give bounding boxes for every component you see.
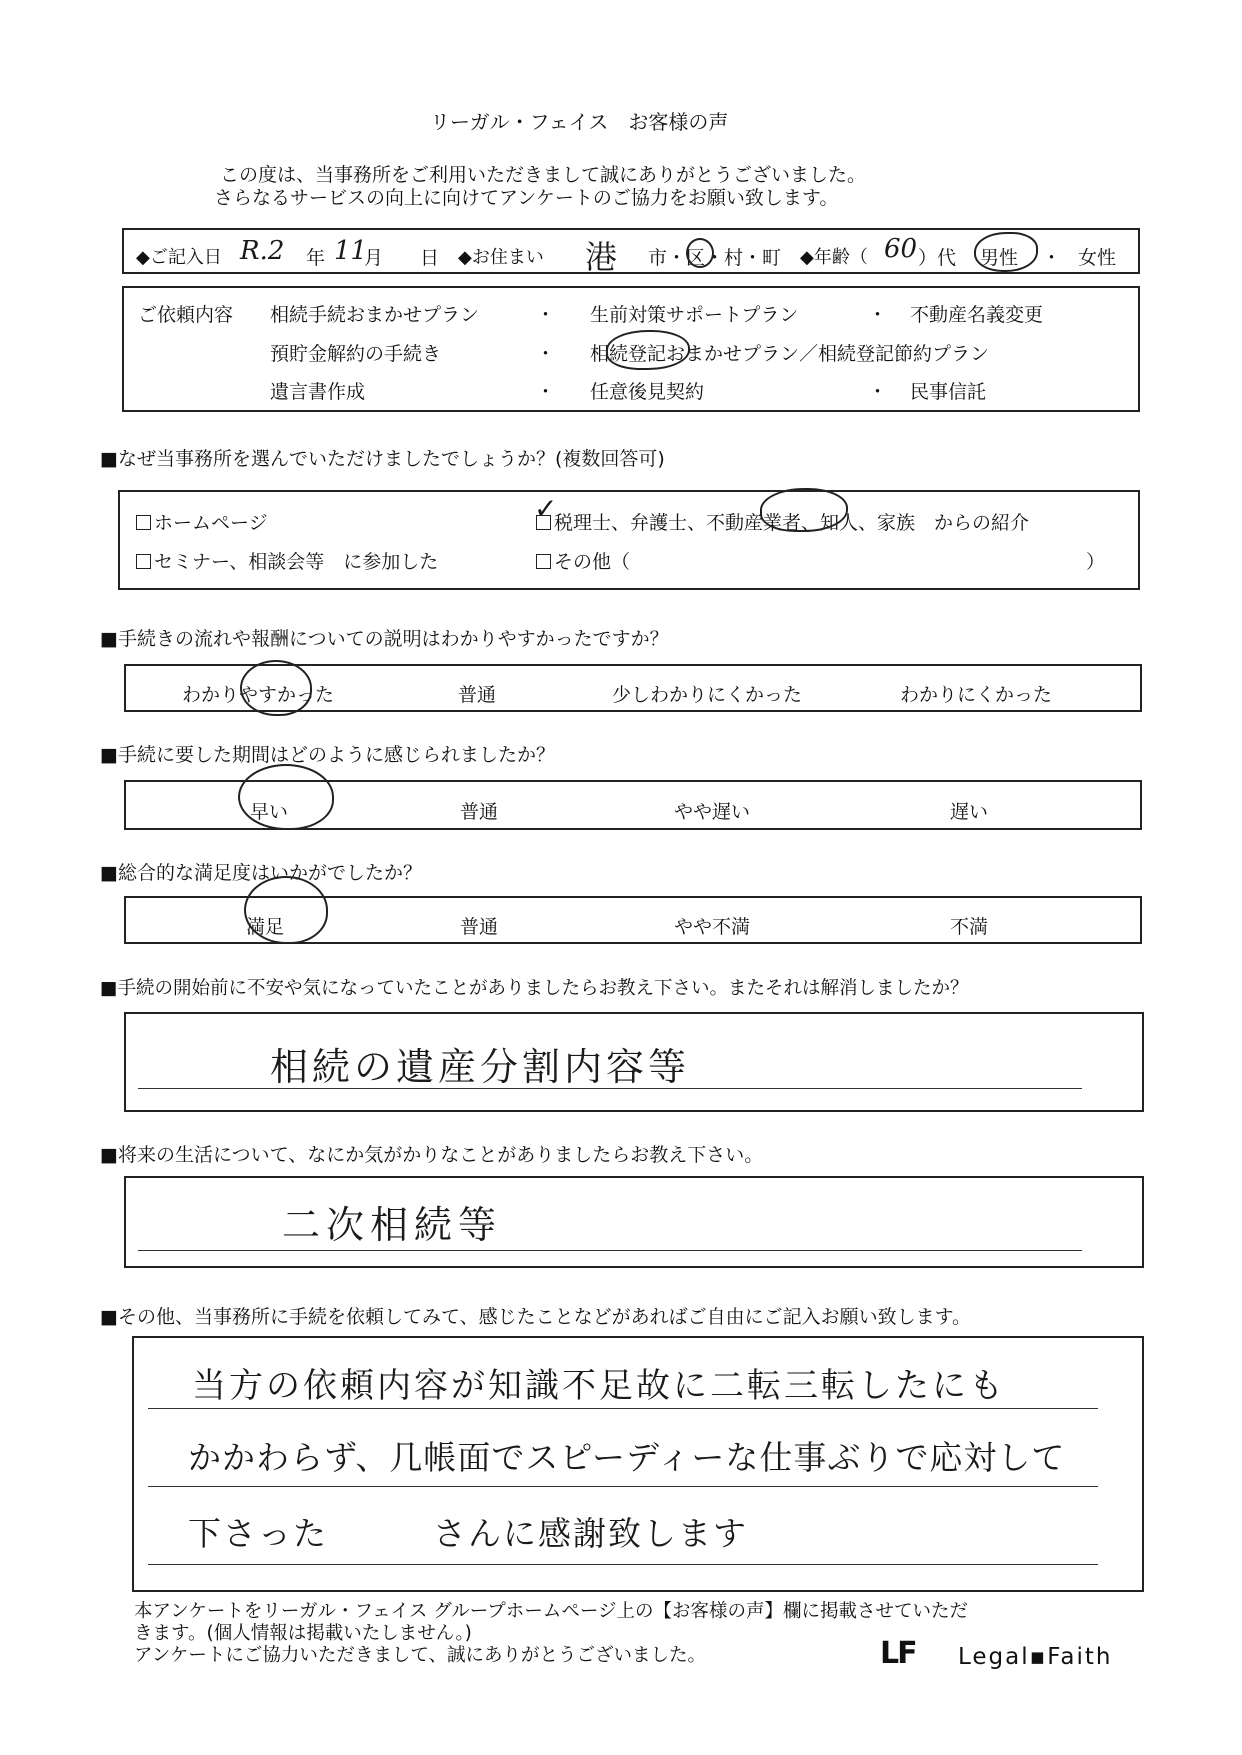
q3-option-2: 普通 <box>460 801 499 823</box>
ward-circle <box>686 238 714 268</box>
day-label: 日 <box>420 247 440 269</box>
month-value: 11 <box>334 236 368 266</box>
q6-box <box>124 1176 1144 1268</box>
request-label: ご依頼内容 <box>138 304 234 326</box>
q7-answer-line-3: 下さった さんに感謝致します <box>188 1514 748 1553</box>
request-plan-fudosan: 不動産名義変更 <box>910 304 1044 326</box>
request-plan-yuigon: 遺言書作成 <box>270 381 366 403</box>
q5-question: ■手続の開始前に不安や気になっていたことがありましたらお教え下さい。またそれは解消しましたか？ <box>100 978 969 999</box>
intro-line-2: さらなるサービスの向上に向けてアンケートのご協力をお願い致します。 <box>214 187 839 209</box>
female-label: 女性 <box>1078 247 1117 269</box>
q3-option-4: 遅い <box>950 801 989 823</box>
page-title: リーガル・フェイス お客様の声 <box>430 110 729 134</box>
q3-option-1: 早い <box>250 801 289 823</box>
footer-line-3: アンケートにご協力いただきまして、誠にありがとうございました。 <box>134 1645 707 1666</box>
q7-rule-2 <box>148 1486 1098 1487</box>
q3-answer-circle <box>238 764 334 830</box>
q7-answer-line-1: 当方の依頼内容が知識不足故に二転三転したにも <box>192 1366 1006 1406</box>
date-label: ◆ご記入日 <box>136 247 222 268</box>
checkbox-icon <box>136 554 151 569</box>
q4-option-1: 満足 <box>246 916 285 938</box>
age-value: 60 <box>884 234 918 264</box>
q2-option-4: わかりにくかった <box>900 684 1053 706</box>
gender-sep: ・ <box>1042 247 1062 269</box>
q6-question: ■将来の生活について、なにか気がかりなことがありましたらお教え下さい。 <box>100 1144 764 1166</box>
checkbox-icon <box>136 515 151 530</box>
address-label: ◆お住まい <box>458 247 544 268</box>
q6-answer: 二次相続等 <box>282 1203 503 1247</box>
request-plan-seizen: 生前対策サポートプラン <box>590 304 799 326</box>
q4-option-2: 普通 <box>460 916 499 938</box>
q5-answer-line <box>138 1088 1082 1089</box>
q1-option-homepage-label: ホームページ <box>154 512 268 534</box>
q2-question: ■手続きの流れや報酬についての説明はわかりやすかったですか？ <box>100 628 669 650</box>
intro-line-1: この度は、当事務所をご利用いただきまして誠にありがとうございました。 <box>220 164 867 186</box>
q7-question: ■その他、当事務所に手続を依頼してみて、感じたことなどがあればご自由にご記入お願い致します。 <box>100 1306 972 1328</box>
request-plan-minji: 民事信託 <box>910 381 987 403</box>
q2-option-1: わかりやすかった <box>182 684 335 706</box>
q6-answer-line <box>138 1250 1082 1251</box>
request-plan-yochokin: 預貯金解約の手続き <box>270 343 442 365</box>
month-label: 月 <box>364 247 384 269</box>
q1-option-homepage <box>136 508 268 535</box>
q2-option-3: 少しわかりにくかった <box>612 684 803 706</box>
q4-option-3: やや不満 <box>674 916 751 938</box>
date-value: R.2 <box>240 236 285 266</box>
male-circle <box>974 232 1038 272</box>
logo-text: Legal▪Faith <box>958 1644 1113 1670</box>
request-sep: ・ <box>868 304 888 326</box>
age-suffix: ）代 <box>918 247 957 269</box>
q1-question: ■なぜ当事務所を選んでいただけましたでしょうか？(複数回答可) <box>100 448 665 470</box>
male-label: 男性 <box>980 247 1019 269</box>
q2-answer-circle <box>240 660 312 716</box>
q2-option-2: 普通 <box>458 684 497 706</box>
checkbox-icon <box>536 554 551 569</box>
q3-question: ■手続に要した期間はどのように感じられましたか？ <box>100 744 555 766</box>
year-label: 年 <box>306 247 326 269</box>
check-mark-icon: ✓ <box>534 492 558 525</box>
q1-option-other-close: ） <box>1086 551 1106 573</box>
touki-circle <box>606 330 690 370</box>
fudosan-circle <box>760 488 848 532</box>
q1-option-other-label: その他（ <box>554 551 631 573</box>
q1-option-seminar-label: セミナー、相談会等 に参加した <box>154 551 439 573</box>
request-sep: ・ <box>536 381 556 403</box>
logo-mark: LF <box>880 1636 916 1671</box>
request-plan-nini: 任意後見契約 <box>590 381 705 403</box>
address-units: 市・区・村・町 <box>648 247 782 269</box>
q4-answer-circle <box>244 876 328 944</box>
q7-rule-3 <box>148 1564 1098 1565</box>
q7-answer-line-2: かかわらず、几帳面でスピーディーな仕事ぶりで応対して <box>188 1438 1066 1477</box>
footer-line-2: きます。(個人情報は掲載いたしません。) <box>134 1623 472 1644</box>
q1-option-referral-label: 税理士、弁護士、不動産業者、知人、家族 からの紹介 <box>554 512 1030 534</box>
q5-answer: 相続の遺産分割内容等 <box>270 1045 691 1089</box>
q4-option-4: 不満 <box>950 916 989 938</box>
q1-option-seminar <box>136 547 438 574</box>
address-value: 港 <box>585 238 618 276</box>
request-sep: ・ <box>536 304 556 326</box>
q4-question: ■総合的な満足度はいかがでしたか？ <box>100 862 422 884</box>
request-sep: ・ <box>536 343 556 365</box>
age-label: ◆年齢（ <box>800 247 868 268</box>
footer-line-1: 本アンケートをリーガル・フェイス グループホームページ上の【お客様の声】欄に掲載させていただ <box>134 1601 968 1622</box>
request-plan-touki: 相続登記おまかせプラン／相続登記節約プラン <box>590 343 990 365</box>
q1-box <box>118 490 1140 590</box>
request-plan-souzoku-omakase: 相続手続おまかせプラン <box>270 304 480 326</box>
q1-option-other <box>536 547 630 574</box>
q7-rule-1 <box>148 1408 1098 1409</box>
q3-option-3: やや遅い <box>674 801 751 823</box>
request-sep: ・ <box>868 381 888 403</box>
